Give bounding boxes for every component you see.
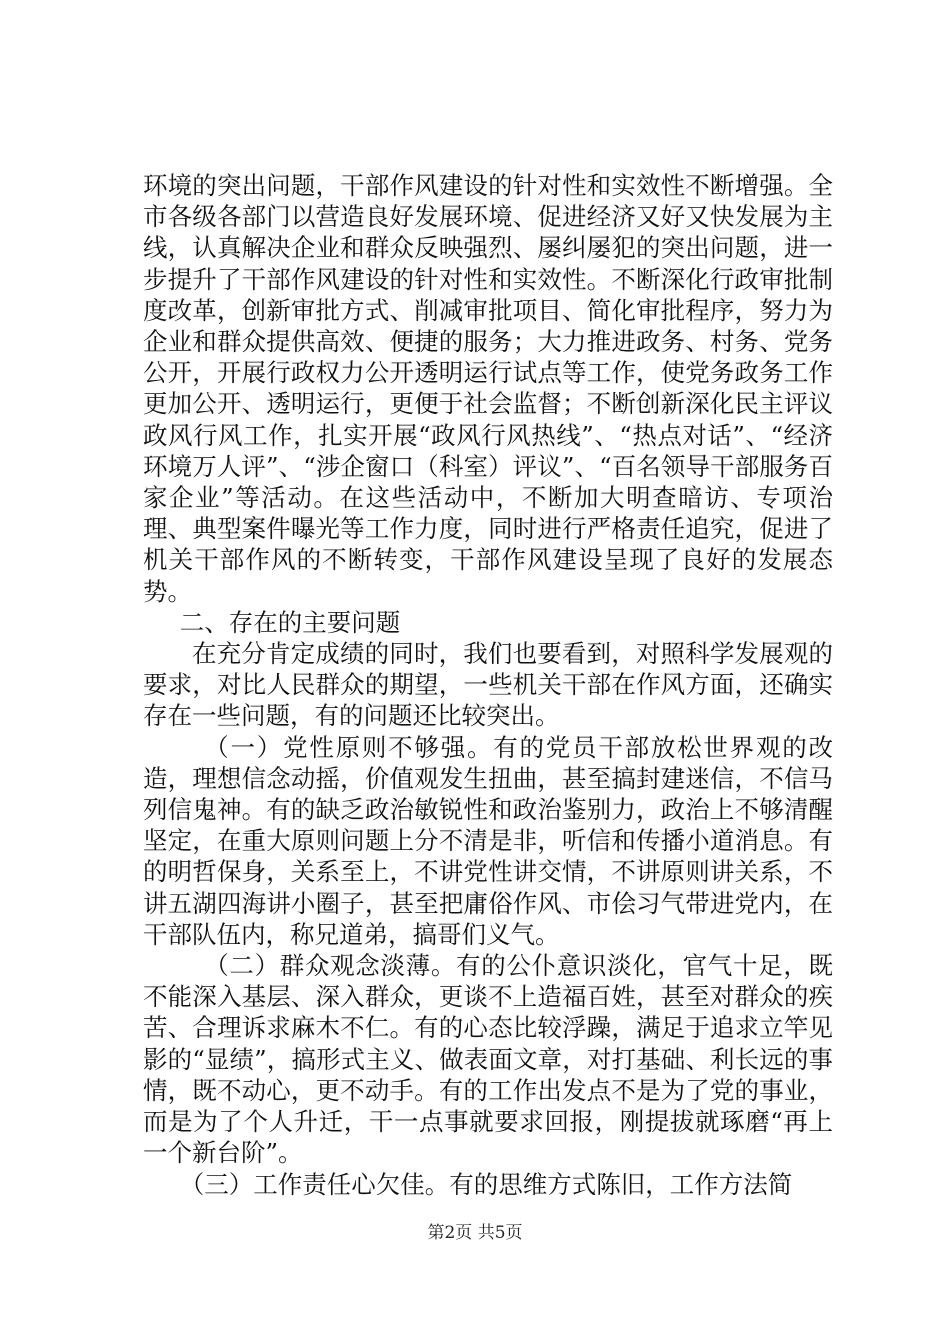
document-body <box>143 170 833 1200</box>
paragraph-problem-1: （一）党性原则不够强。有的党员干部放松世界观的改造，理想信念动摇，价值观发生扭曲，甚至搞封建迷信，不信马列信鬼神。有的缺乏政治敏锐性和政治鉴别力，政治上不够清醒坚定，在重大原则问题上分不清是非，听信和传播小道消息。有的明哲保身，关系至上，不讲党性讲交情，不讲原则讲关系，不讲五湖四海讲小圈子，甚至把庸俗作风、市侩习气带进党内，在干部队伍内，称兄道弟，搞哥们义气。 <box>143 732 833 949</box>
page-footer-page-number: 第2页 共5页 <box>427 1223 523 1243</box>
paragraph-problem-2: （二）群众观念淡薄。有的公仆意识淡化，官气十足，既不能深入基层、深入群众，更谈不上造福百姓，甚至对群众的疾苦、合理诉求麻木不仁。有的心态比较浮躁，满足于追求立竿见影的“显绩”，搞形式主义、做表面文章，对打基础、利长远的事情，既不动心，更不动手。有的工作出发点不是为了党的事业，而是为了个人升迁，干一点事就要求回报，刚提拔就琢磨“再上一个新台阶”。 <box>143 951 833 1168</box>
paragraph-achievements-continued: 环境的突出问题，干部作风建设的针对性和实效性不断增强。全市各级各部门以营造良好发展环境、促进经济又好又快发展为主线，认真解决企业和群众反映强烈、屡纠屡犯的突出问题，进一步提升了干部作风建设的针对性和实效性。不断深化行政审批制度改革，创新审批方式、削减审批项目、简化审批程序，努力为企业和群众提供高效、便捷的服务；大力推进政务、村务、党务公开，开展行政权力公开透明运行试点等工作，使党务政务工作更加公开、透明运行，更便于社会监督；不断创新深化民主评议政风行风工作，扎实开展“政风行风热线”、“热点对话”、“经济环境万人评”、“涉企窗口（科室）评议”、“百名领导干部服务百家企业”等活动。在这些活动中，不断加大明查暗访、专项治理、典型案件曝光等工作力度，同时进行严格责任追究，促进了机关干部作风的不断转变，干部作风建设呈现了良好的发展态势。 <box>143 171 833 606</box>
paragraph-problems-intro: 在充分肯定成绩的同时，我们也要看到，对照科学发展观的要求，对比人民群众的期望，一些机关干部在作风方面，还确实存在一些问题，有的问题还比较突出。 <box>143 639 833 731</box>
paragraph-problem-3: （三）工作责任心欠佳。有的思维方式陈旧，工作方法简 <box>179 1169 793 1199</box>
section-heading-main-problems: 二、存在的主要问题 <box>179 607 401 637</box>
